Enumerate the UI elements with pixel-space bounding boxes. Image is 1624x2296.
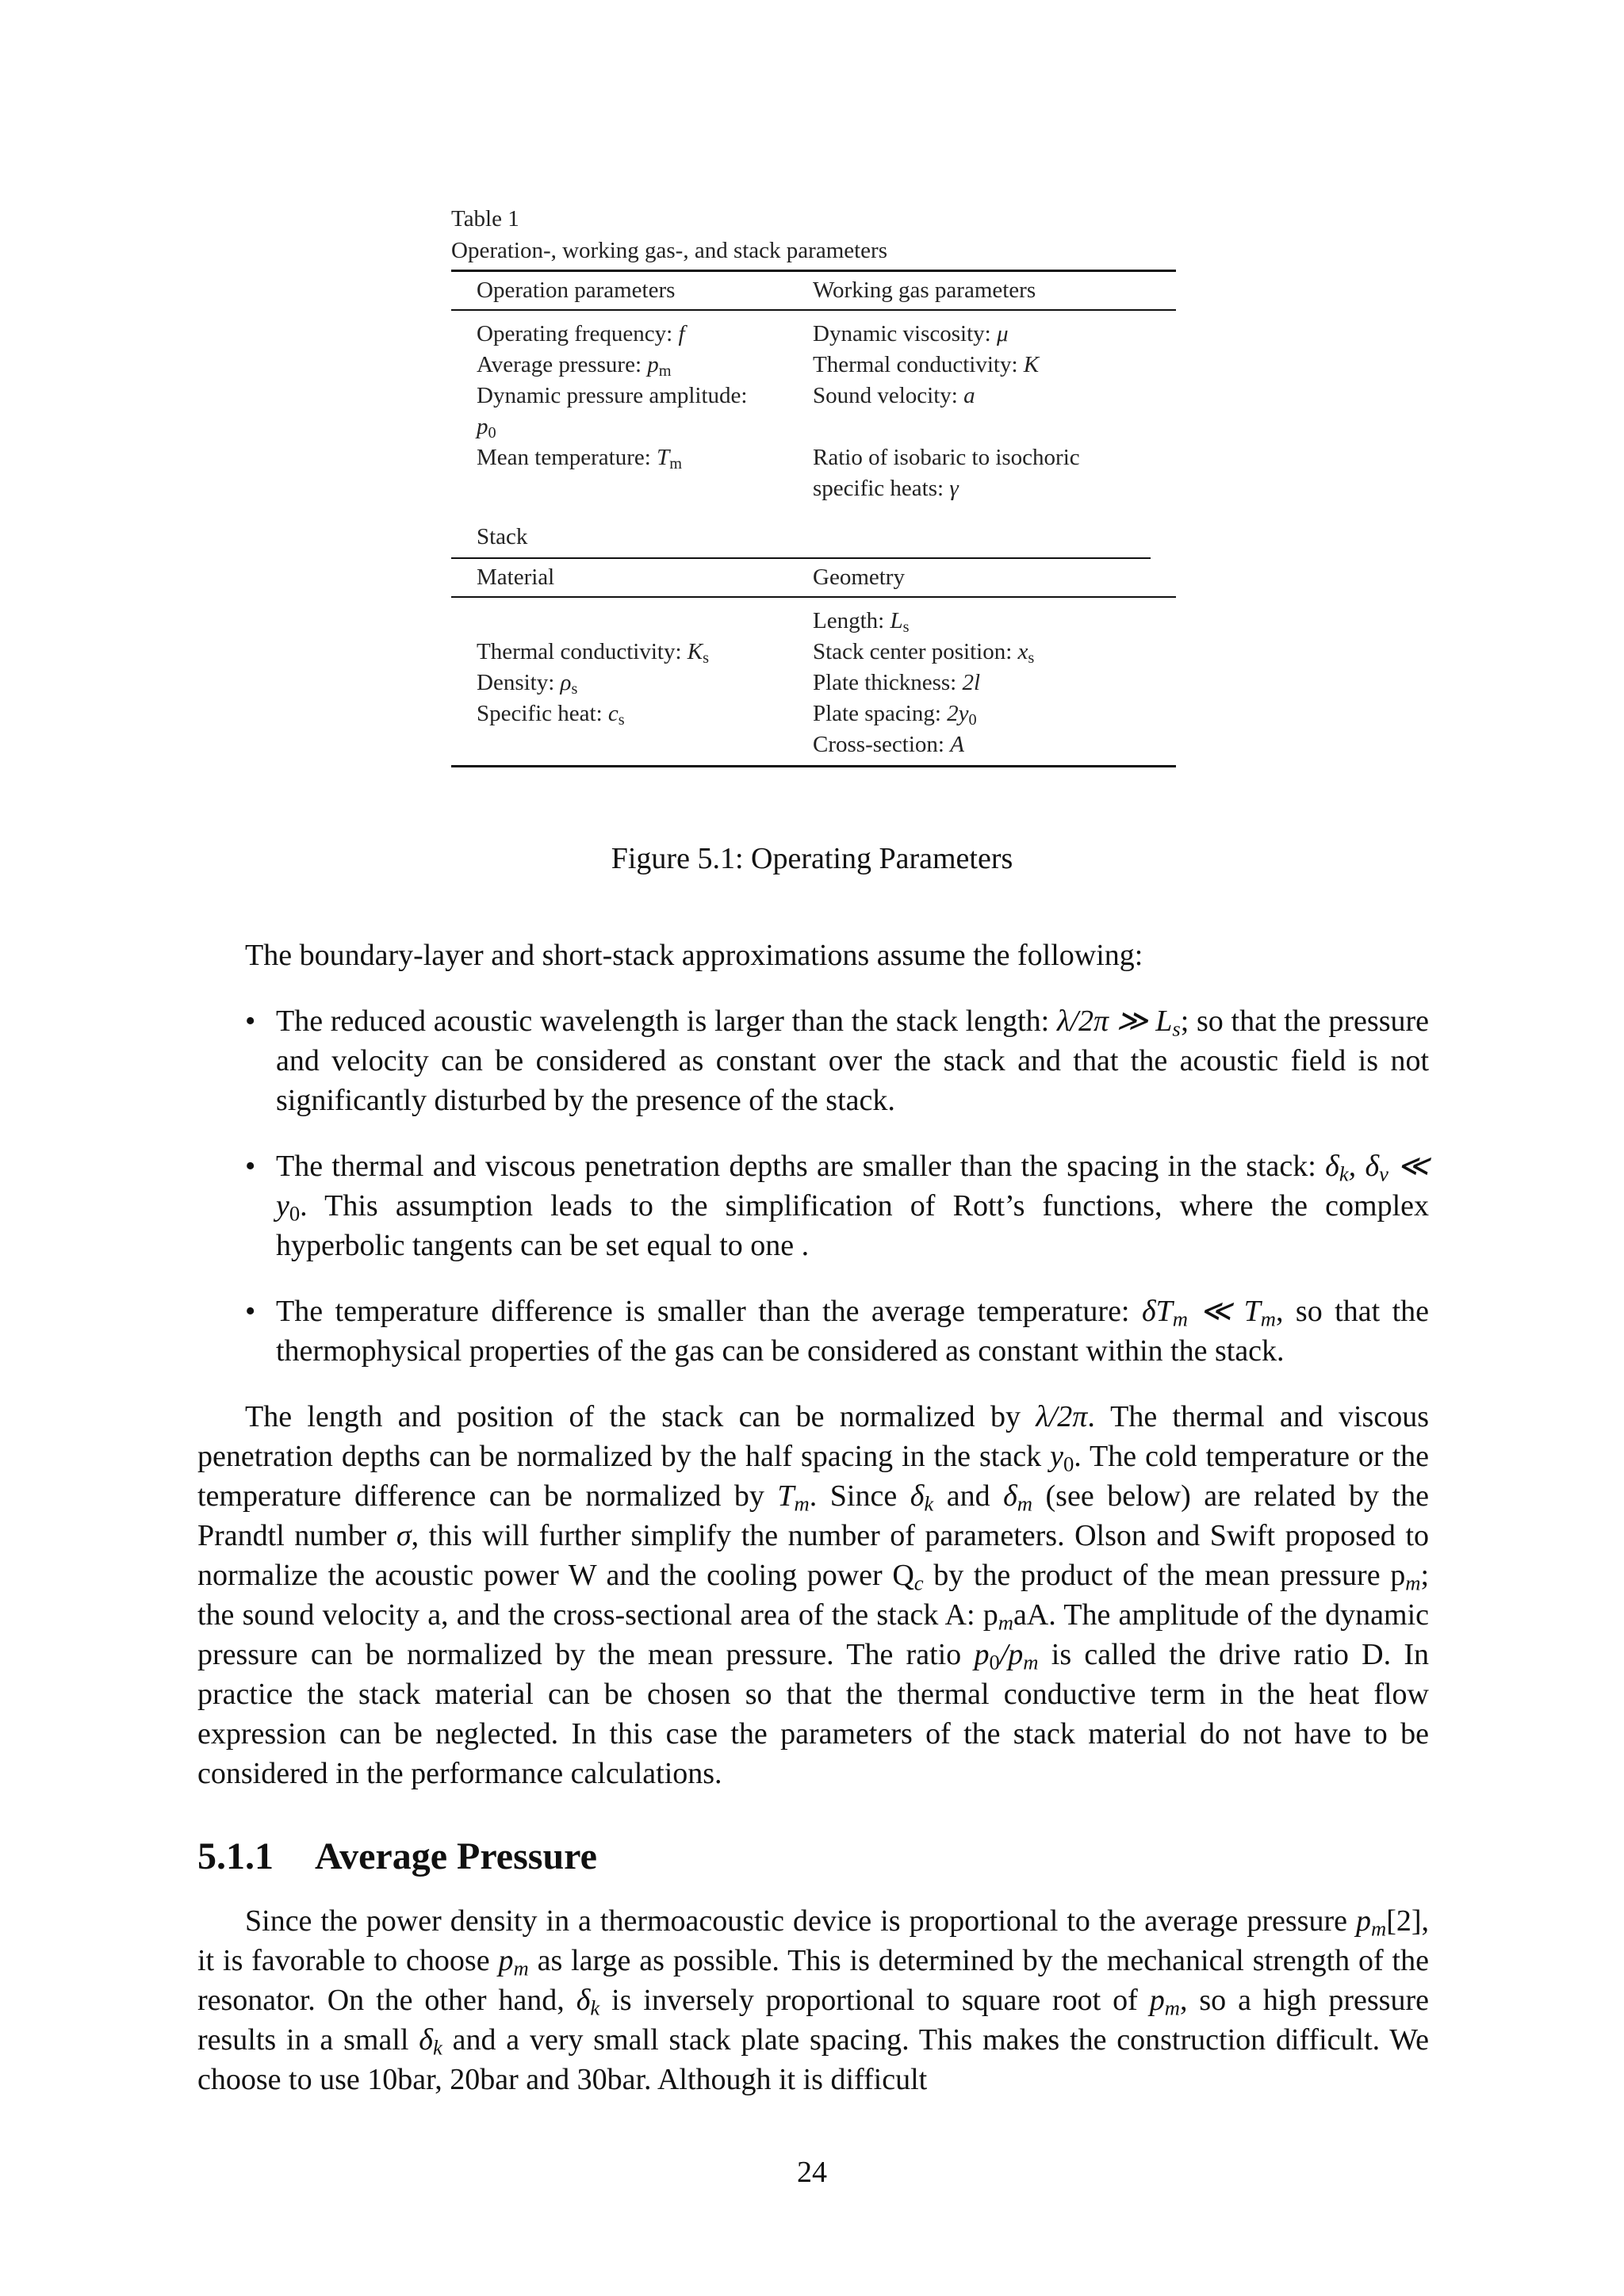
geo-spacing: Plate spacing: $2y_0$ xyxy=(813,701,977,729)
assumption-list xyxy=(197,1001,1429,1371)
geo-length: Length: $L_s$ xyxy=(813,608,910,637)
geo-position: Stack center position: $x_s$ xyxy=(813,639,1035,668)
table-row xyxy=(451,350,1176,381)
table-header-row xyxy=(451,272,1176,309)
section-heading: 5.1.1 Average Pressure xyxy=(197,1835,597,1877)
gas-viscosity: Dynamic viscosity: μ xyxy=(813,321,1009,346)
table-row xyxy=(451,729,1176,760)
normalization-paragraph: The length and position of the stack can be normalized by λ/2π. The thermal and viscous penetration depths can be normalized by the half spacing in the stack $y_0$. The cold temperature or the temperature difference can be normalized by $T_m$. Since $\delta_k$ and $\delta_m$ (see below) are related by the Prandtl number σ, this will further simplify the number of parameters. Olson and Swift proposed to normalize the acoustic power W and the cooling power $Q_c$ by the product of the mean pressure $p_m$; the sound velocity a, and the cross-sectional area of the stack A: $p_maA$. The amplitude of the dynamic pressure can be normalized by the mean pressure. The ratio $p_0/p_m$ is called the drive ratio D. In practice the stack material can be chosen so that the thermal conductive term in the heat flow expression can be neglected. In this case the parameters of the stack material do not have to be considered in the performance calculations. xyxy=(197,1400,1430,1790)
table-title: Operation-, working gas-, and stack parameters xyxy=(451,238,887,263)
geo-cross-section: Cross-section: A xyxy=(813,732,964,757)
header-material: Material xyxy=(477,564,555,590)
header-geometry: Geometry xyxy=(813,564,905,590)
figure-caption: Figure 5.1: Operating Parameters xyxy=(611,842,1013,875)
mat-conductivity: Thermal conductivity: $K_s$ xyxy=(477,639,710,668)
intro-paragraph: The boundary-layer and short-stack approximations assume the following: xyxy=(245,939,1143,972)
op-frequency: Operating frequency: f xyxy=(477,321,685,346)
bullet-icon: • xyxy=(245,1150,256,1183)
mat-density: Density: $\rho_s$ xyxy=(477,670,578,698)
gas-heat-ratio: Ratio of isobaric to isochoric xyxy=(813,445,1080,470)
gas-conductivity: Thermal conductivity: K xyxy=(813,352,1040,377)
table-row xyxy=(451,606,1176,637)
table-row xyxy=(451,381,1176,411)
header-operation: Operation parameters xyxy=(477,277,676,303)
gas-sound-velocity: Sound velocity: a xyxy=(813,383,975,408)
op-average-pressure: Average pressure: $p_m$ xyxy=(477,352,672,381)
parameters-table xyxy=(451,203,1176,767)
mat-specific-heat: Specific heat: $c_s$ xyxy=(477,701,625,729)
op-mean-temperature: Mean temperature: $T_m$ xyxy=(477,445,682,473)
average-pressure-paragraph: Since the power density in a thermoacoustic device is proportional to the average pressure $p_m[2]$, it is favorable to choose $p_m$ as large as possible. This is determined by the mechanical strength of the resonator. On the other hand, $\delta_k$ is inversely proportional to square root of $p_m$, so a high pressure results in a small $\delta_k$ and a very small stack plate spacing. This makes the construction difficult. We choose to use 10bar, 20bar and 30bar. Although it is difficult xyxy=(197,1904,1429,2096)
table-row xyxy=(451,319,1176,350)
table-row xyxy=(451,473,1176,504)
bullet-icon: • xyxy=(245,1004,256,1038)
op-dynamic-pressure-symbol: $p_0$ xyxy=(477,414,496,442)
body-text xyxy=(197,936,1429,2099)
geo-thickness: Plate thickness: 2l xyxy=(813,670,981,695)
bullet-icon: • xyxy=(245,1295,256,1328)
table-row xyxy=(451,411,1176,442)
table-row xyxy=(451,698,1176,729)
table-row xyxy=(451,637,1176,668)
op-dynamic-pressure: Dynamic pressure amplitude: xyxy=(477,383,748,408)
gas-heat-ratio-cont: specific heats: γ xyxy=(813,476,959,501)
stack-section-label: Stack xyxy=(477,524,528,549)
page-number: 24 xyxy=(797,2156,827,2189)
list-item: • The thermal and viscous penetration depths are smaller than the spacing in the stack: $\delta_k$, $\delta_v$ ≪ $y_0$. This assumption leads to the simplification of Rott’s functions, where the complex hyperbolic tangents can be set equal to one . xyxy=(197,1146,1429,1265)
stack-header-row xyxy=(451,559,1176,596)
table-bottom-rule xyxy=(451,765,1176,767)
table-row xyxy=(451,442,1176,473)
table-label: Table 1 xyxy=(451,206,519,232)
list-item: • The reduced acoustic wavelength is larger than the stack length: λ/2π ≫ $L_s$; so that the pressure and velocity can be considered as constant over the stack and that the acoustic field is not significantly disturbed by the presence of the stack. xyxy=(197,1001,1429,1120)
list-item: • The temperature difference is smaller than the average temperature: $\delta T_m$ ≪ $T_m$, so that the thermophysical properties of the gas can be considered as constant within the stack. xyxy=(197,1292,1429,1371)
table-row xyxy=(451,668,1176,698)
header-working-gas: Working gas parameters xyxy=(813,277,1036,303)
